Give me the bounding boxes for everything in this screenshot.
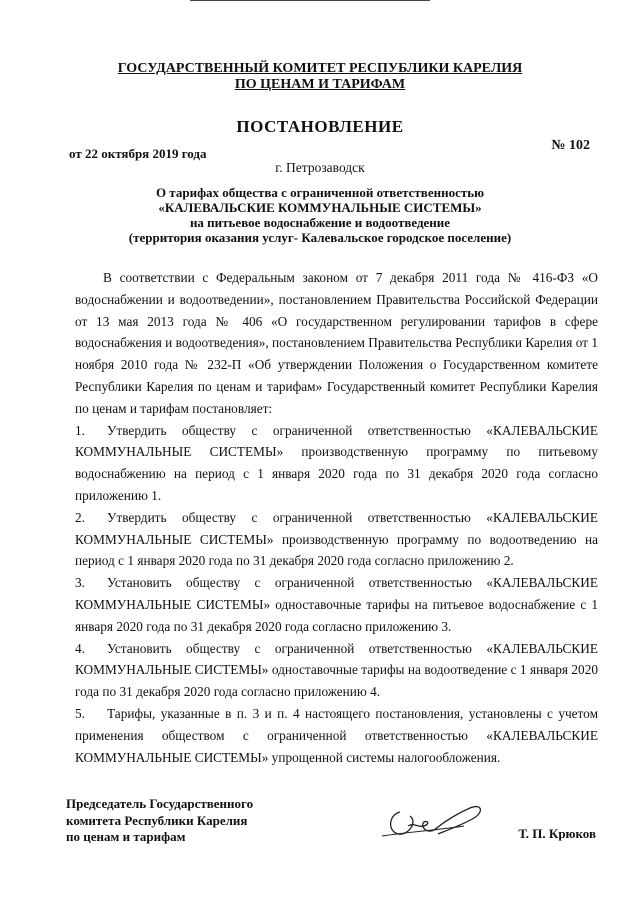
resolution-item: [75, 420, 598, 507]
organization-name-line-1: ГОСУДАРСТВЕННЫЙ КОМИТЕТ РЕСПУБЛИКИ КАРЕЛИЯ: [117, 61, 523, 76]
item-text: Установить обществу с ограниченной ответственностью «КАЛЕВАЛЬСКИЕ КОММУНАЛЬНЫЕ СИСТЕМЫ» одноставочные тарифы на водоотведение с 1 января 2020 года по 31 декабря 2020 года согласно приложению 4.: [75, 640, 598, 700]
organization-name-line-2: ПО ЦЕНАМ И ТАРИФАМ: [234, 77, 406, 92]
item-text: Установить обществу с ограниченной ответственностью «КАЛЕВАЛЬСКИЕ КОММУНАЛЬНЫЕ СИСТЕМЫ» одноставочные тарифы на питьевое водоснабжение с 1 января 2020 года по 31 декабря 2020 года согласно приложению 3.: [75, 575, 598, 634]
subject-line: О тарифах общества с ограниченной ответственностью: [155, 185, 485, 200]
subject-line: «КАЛЕВАЛЬСКИЕ КОММУНАЛЬНЫЕ СИСТЕМЫ»: [158, 200, 482, 215]
signatory-title: [66, 796, 253, 846]
document-body: [75, 267, 598, 768]
document-type-title: ПОСТАНОВЛЕНИЕ: [236, 117, 404, 136]
document-city: г. Петрозаводск: [275, 160, 365, 175]
item-text: Утвердить обществу с ограниченной ответственностью «КАЛЕВАЛЬСКИЕ КОММУНАЛЬНЫЕ СИСТЕМЫ» производственную программу по питьевому водоснабжению на период с 1 января 2020 года по 31 декабря 2020 года согласно приложению 1.: [75, 422, 598, 503]
signatory-title-line: комитета Республики Карелия: [66, 812, 248, 828]
item-text: Утвердить обществу с ограниченной ответственностью «КАЛЕВАЛЬСКИЕ КОММУНАЛЬНЫЕ СИСТЕМЫ» производственную программу по водоотведению на период с 1 января 2020 года по 31 декабря 2020 года согласно приложению 2.: [75, 509, 598, 569]
resolution-item: [75, 507, 598, 572]
item-number: 3.: [75, 575, 85, 591]
resolution-item: [75, 638, 598, 703]
preamble-paragraph: В соответствии с Федеральным законом от 7 декабря 2011 года № 416-ФЗ «О водоснабжении и водоотведении», постановлением Правительства Российской Федерации от 13 мая 2013 года № 406 «О государственном регулировании тарифов в сфере водоснабжения и водоотведения», постановлением Правительства Республики Карелия от 1 ноября 2010 года № 232-П «Об утверждении Положения о Государственном комитете Республики Карелия по ценам и тарифам» Государственный комитет Республики Карелия по ценам и тарифам постановляет:: [75, 270, 598, 416]
document-number: № 102: [551, 138, 590, 153]
document-subject: [0, 185, 640, 245]
organization-header: [0, 61, 640, 93]
item-number: 1.: [75, 422, 85, 438]
subject-line: на питьевое водоснабжение и водоотведение: [189, 215, 451, 230]
top-edge-line: [190, 0, 430, 1]
item-number: 5.: [75, 705, 85, 721]
item-text: Тарифы, указанные в п. 3 и п. 4 настоящего постановления, установлены с учетом применения обществом с ограниченной ответственностью «КАЛЕВАЛЬСКИЕ КОММУНАЛЬНЫЕ СИСТЕМЫ» упрощенной системы налогообложения.: [75, 705, 598, 765]
resolution-item: [75, 572, 598, 637]
handwritten-signature: [378, 792, 488, 842]
item-number: 2.: [75, 509, 85, 525]
subject-line: (территория оказания услуг- Калевальское городское поселение): [128, 230, 512, 245]
item-number: 4.: [75, 640, 85, 656]
signatory-title-line: по ценам и тарифам: [66, 829, 186, 844]
resolution-item: [75, 703, 598, 768]
signatory-title-line: Председатель Государственного: [66, 796, 254, 811]
document-date: от 22 октября 2019 года: [69, 146, 207, 161]
signatory-name: Т. П. Крюков: [518, 826, 596, 841]
